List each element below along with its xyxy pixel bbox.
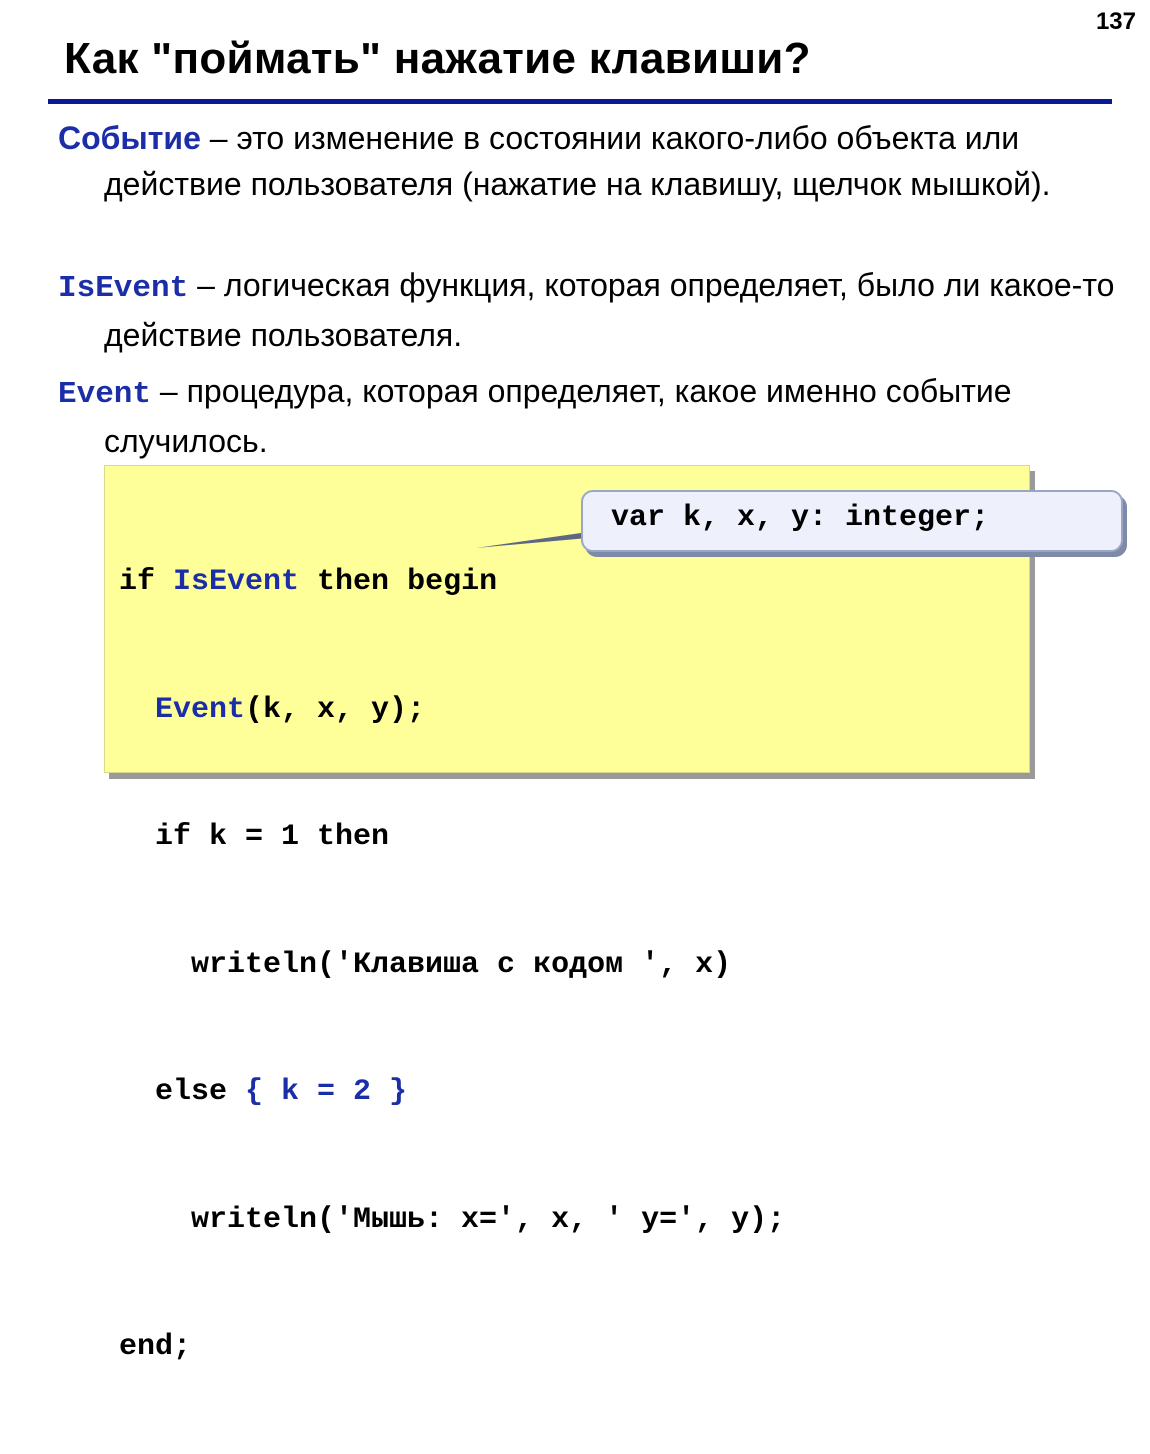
definition-isevent: [58, 262, 1150, 358]
code-keyword: if: [119, 565, 174, 599]
definition-event-procedure: [58, 368, 1150, 464]
code-listing: [119, 476, 785, 1454]
code-text: then begin: [299, 565, 498, 599]
title-divider: [48, 99, 1112, 104]
code-function-event: Event: [155, 692, 246, 727]
code-line-7: end;: [119, 1330, 192, 1364]
slide-title: Как "поймать" нажатие клавиши?: [64, 34, 811, 83]
term-isevent: IsEvent: [58, 271, 189, 306]
term-event-procedure: Event: [58, 377, 152, 412]
code-indent: [119, 693, 155, 727]
definition-text: – процедура, которая определяет, какое именно событие случилось.: [104, 373, 1012, 459]
definition-event: [58, 115, 1150, 207]
code-function-isevent: IsEvent: [173, 565, 300, 599]
definition-text: – логическая функция, которая определяет, было ли какое-то действие пользователя.: [104, 267, 1115, 353]
code-keyword: else: [119, 1075, 246, 1109]
code-line-1: [119, 561, 785, 604]
term-event: Событие: [58, 120, 201, 156]
code-line-4: writeln('Клавиша с кодом ', x): [119, 947, 732, 982]
definition-text: – это изменение в состоянии какого-либо объекта или действие пользователя (нажатие на клавишу, щелчок мышкой).: [104, 120, 1051, 202]
code-comment: { k = 2 }: [245, 1075, 408, 1109]
callout-text: var k, x, y: integer;: [611, 501, 990, 535]
code-text: (k, x, y);: [245, 692, 426, 727]
page-number: 137: [1095, 8, 1136, 35]
code-line-3: if k = 1 then: [119, 820, 390, 854]
code-line-6: writeln('Мышь: x=', x, ' y=', y);: [119, 1202, 786, 1237]
code-line-2: [119, 689, 785, 732]
code-line-5: [119, 1071, 785, 1114]
variable-declaration-callout: [581, 490, 1123, 552]
